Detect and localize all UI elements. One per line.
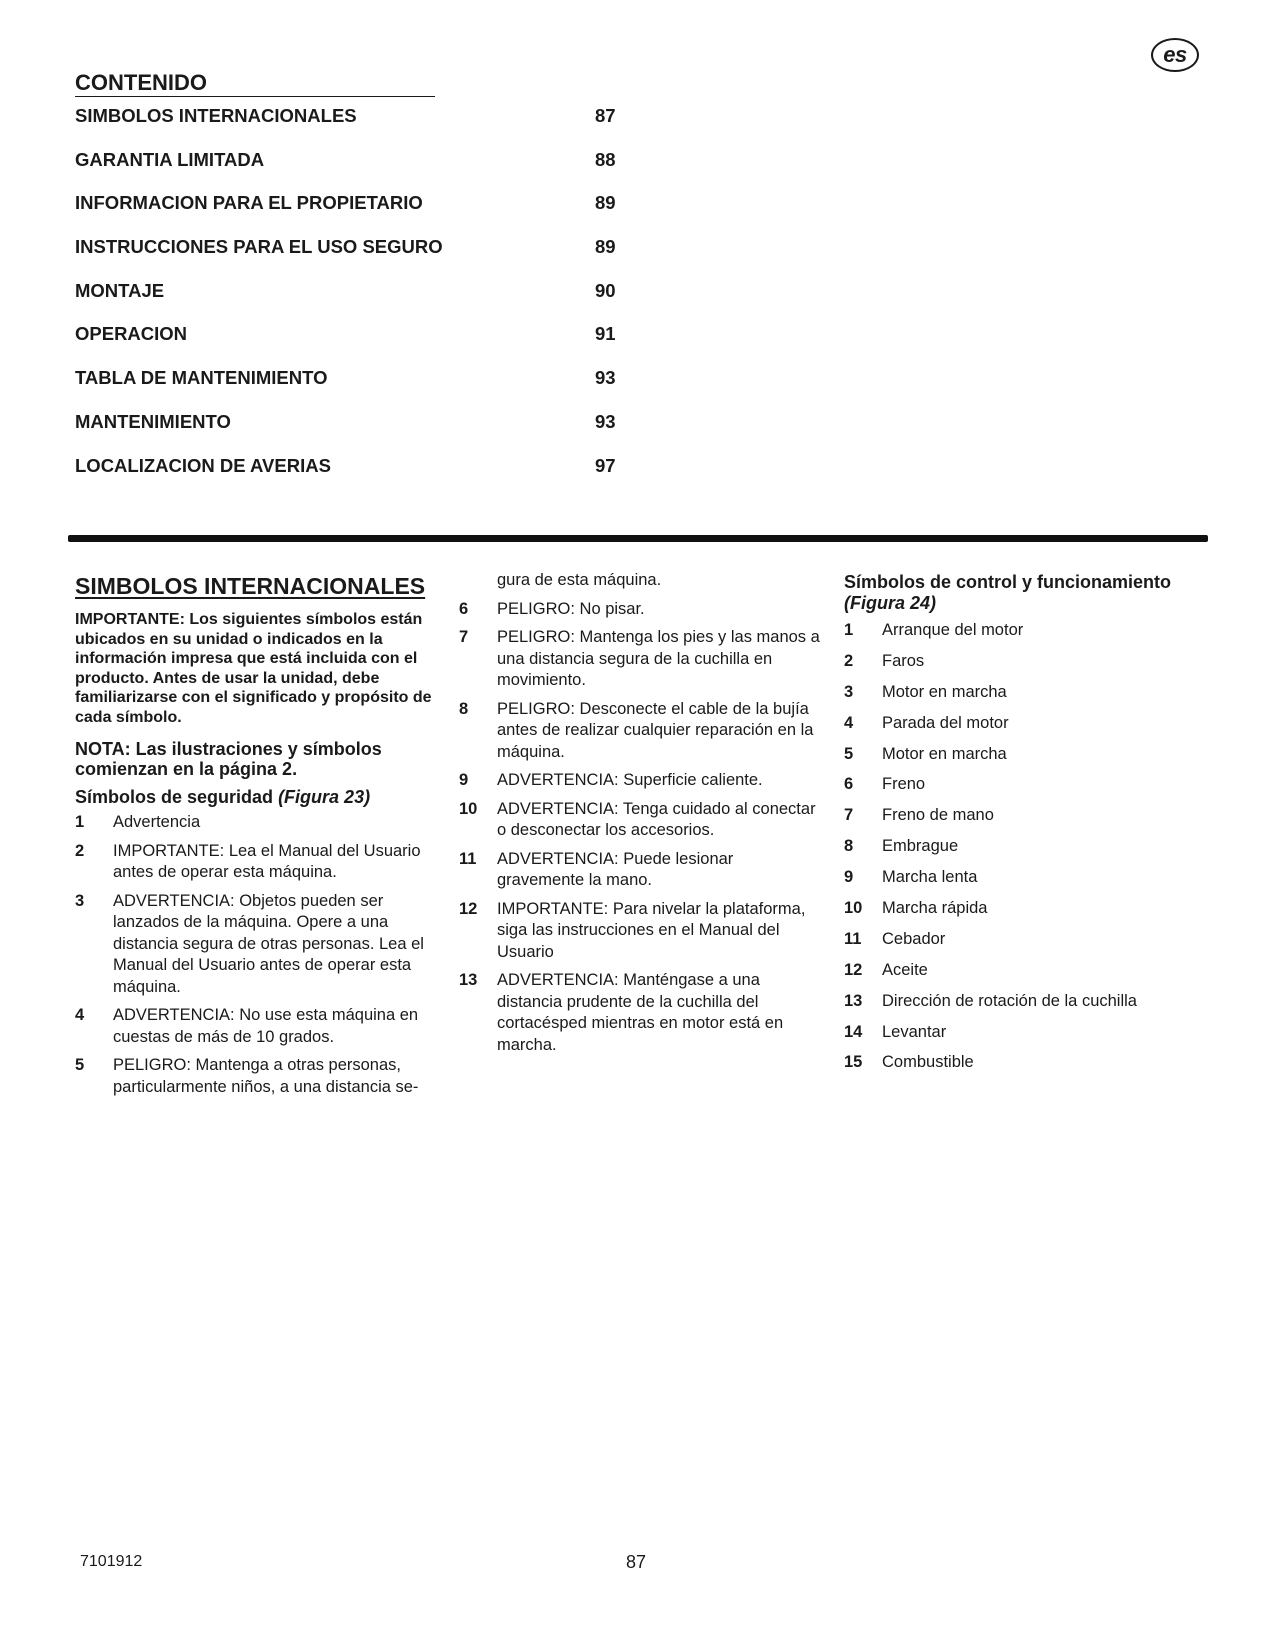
item-number: 9 <box>459 771 469 789</box>
item-text: Motor en marcha <box>882 744 1007 763</box>
toc-label: INSTRUCCIONES PARA EL USO SEGURO <box>75 236 443 258</box>
list-item <box>844 774 1224 796</box>
item-text: Faros <box>882 651 925 670</box>
item-number: 12 <box>459 899 478 918</box>
toc-label: INFORMACION PARA EL PROPIETARIO <box>75 192 423 214</box>
column-3 <box>844 572 1224 1083</box>
toc-label: GARANTIA LIMITADA <box>75 148 265 170</box>
toc-row <box>75 322 635 366</box>
item-text: ADVERTENCIA: Manténgase a una distancia prudente de la cuchilla del cortacésped mientras en motor está en marcha. <box>497 971 784 1054</box>
list-item <box>459 627 824 692</box>
list-item <box>844 744 1224 766</box>
item-number: 6 <box>459 599 469 618</box>
item-number: 6 <box>844 775 854 794</box>
important-notice: IMPORTANTE: Los siguientes símbolos están ubicados en su unidad o indicados en la información impresa que está incluida con el producto. Antes de usar la unidad, debe familiarizarse con el significado y propósito de cada símbolo. <box>75 611 432 726</box>
list-item <box>844 1022 1224 1044</box>
item-number: 14 <box>844 1022 863 1041</box>
item-text: PELIGRO: Mantenga los pies y las manos a una distancia segura de la cuchilla en movimiento. <box>497 628 820 689</box>
toc-page: 87 <box>595 105 616 126</box>
toc-row <box>75 191 635 235</box>
item-number: 9 <box>844 868 854 887</box>
toc-row <box>75 410 635 454</box>
safety-heading-text: Símbolos de seguridad <box>75 787 274 807</box>
safety-figure-ref: (Figura 23) <box>278 787 371 807</box>
item-number: 12 <box>844 960 863 979</box>
item-text: Arranque del motor <box>882 621 1024 639</box>
item-number: 2 <box>844 651 854 670</box>
list-item <box>459 699 824 764</box>
toc-row <box>75 366 635 410</box>
list-item <box>844 929 1224 951</box>
toc-page: 91 <box>595 323 616 345</box>
toc-label: SIMBOLOS INTERNACIONALES <box>75 105 357 126</box>
safety-item-continued: gura de esta máquina. <box>497 571 662 589</box>
list-item <box>844 651 1224 673</box>
item-number: 5 <box>844 744 854 763</box>
list-item <box>844 1052 1224 1074</box>
item-text: ADVERTENCIA: Superficie caliente. <box>497 771 763 789</box>
item-text: Parada del motor <box>882 713 1009 732</box>
toc-page: 90 <box>595 279 616 301</box>
item-text: Advertencia <box>113 813 201 831</box>
page-number: 87 <box>626 1552 647 1572</box>
list-item <box>459 799 824 842</box>
list-item <box>844 836 1224 858</box>
section-divider <box>68 535 1208 542</box>
toc-page: 88 <box>595 148 616 170</box>
toc-label: OPERACION <box>75 323 188 345</box>
control-figure-ref: (Figura 24) <box>844 593 937 613</box>
item-text: ADVERTENCIA: Objetos pueden ser lanzados de la máquina. Opere a una distancia segura de otras personas. Lea el Manual del Usuario antes de operar esta máquina. <box>113 891 424 996</box>
item-text: Cebador <box>882 929 946 948</box>
item-text: Motor en marcha <box>882 682 1007 701</box>
language-badge: es <box>1151 38 1199 72</box>
toc-page: 93 <box>595 410 616 432</box>
list-item <box>75 891 435 999</box>
column-1 <box>75 572 435 1105</box>
column-2 <box>459 570 824 1063</box>
toc-title: CONTENIDO <box>75 70 435 97</box>
toc-row <box>75 454 635 498</box>
safety-list-continued <box>459 599 824 1057</box>
item-number: 8 <box>459 699 469 718</box>
item-number: 8 <box>844 837 854 856</box>
toc-page: 89 <box>595 236 616 258</box>
toc-row <box>75 235 635 279</box>
list-item <box>75 841 435 884</box>
item-text: ADVERTENCIA: Puede lesionar gravemente la mano. <box>497 849 734 889</box>
item-text: PELIGRO: Desconecte el cable de la bujía antes de realizar cualquier reparación en la máquina. <box>497 699 814 761</box>
item-number: 13 <box>459 971 478 989</box>
item-number: 3 <box>75 891 85 910</box>
item-number: 3 <box>844 682 854 701</box>
item-number: 5 <box>75 1056 85 1074</box>
item-text: Freno de mano <box>882 806 994 825</box>
item-text: ADVERTENCIA: Tenga cuidado al conectar o desconectar los accesorios. <box>497 799 816 839</box>
list-item <box>844 898 1224 920</box>
item-number: 7 <box>459 628 469 646</box>
item-text: Embrague <box>882 837 959 856</box>
item-text: IMPORTANTE: Lea el Manual del Usuario antes de operar esta máquina. <box>113 841 421 881</box>
item-number: 2 <box>75 841 85 860</box>
item-text: Combustible <box>882 1053 974 1072</box>
safety-list <box>75 812 435 1098</box>
item-number: 10 <box>844 899 863 918</box>
item-number: 4 <box>75 1006 85 1024</box>
item-number: 4 <box>844 713 854 732</box>
item-text: PELIGRO: No pisar. <box>497 599 645 618</box>
toc-label: LOCALIZACION DE AVERIAS <box>75 454 331 476</box>
control-symbols-heading <box>844 572 1224 614</box>
item-text: Marcha rápida <box>882 899 988 918</box>
item-text: Freno <box>882 775 926 794</box>
list-item <box>459 599 824 621</box>
list-item <box>844 620 1224 642</box>
list-item <box>844 713 1224 735</box>
list-item <box>459 899 824 964</box>
item-number: 15 <box>844 1053 863 1072</box>
toc-page: 89 <box>595 192 616 214</box>
item-text: Aceite <box>882 960 928 979</box>
item-number: 10 <box>459 799 478 818</box>
section-title: SIMBOLOS INTERNACIONALES <box>75 573 426 599</box>
list-item <box>75 812 435 834</box>
item-text: Levantar <box>882 1022 947 1041</box>
item-text: ADVERTENCIA: No use esta máquina en cuestas de más de 10 grados. <box>113 1006 419 1046</box>
list-item <box>459 849 824 892</box>
list-item <box>459 770 824 792</box>
toc-label: MANTENIMIENTO <box>75 410 231 432</box>
list-item <box>844 682 1224 704</box>
toc-page: 97 <box>595 454 616 476</box>
list-item <box>844 867 1224 889</box>
table-of-contents <box>75 104 635 497</box>
item-number: 13 <box>844 991 863 1010</box>
item-text: Marcha lenta <box>882 868 978 887</box>
list-item <box>75 1055 435 1098</box>
item-text: PELIGRO: Mantenga a otras personas, particularmente niños, a una distancia se- <box>113 1056 419 1096</box>
list-item <box>844 805 1224 827</box>
toc-row <box>75 104 635 148</box>
toc-row <box>75 148 635 192</box>
toc-row <box>75 279 635 323</box>
document-number: 7101912 <box>80 1553 143 1570</box>
item-number: 7 <box>844 806 854 825</box>
item-text: Dirección de rotación de la cuchilla <box>882 991 1137 1010</box>
control-list <box>844 620 1224 1074</box>
toc-label: TABLA DE MANTENIMIENTO <box>75 367 328 389</box>
item-number: 1 <box>844 621 854 639</box>
item-number: 11 <box>459 849 477 868</box>
toc-label: MONTAJE <box>75 279 165 301</box>
list-item <box>75 1005 435 1048</box>
item-text: IMPORTANTE: Para nivelar la plataforma, siga las instrucciones en el Manual del Usuario <box>497 899 806 961</box>
safety-symbols-heading <box>75 787 435 808</box>
toc-page: 93 <box>595 367 616 389</box>
item-number: 1 <box>75 813 85 831</box>
control-heading-text: Símbolos de control y funcionamiento <box>844 572 1172 592</box>
list-item <box>844 960 1224 982</box>
list-item <box>459 970 824 1056</box>
list-item <box>844 991 1224 1013</box>
nota-notice: NOTA: Las ilustraciones y símbolos comienzan en la página 2. <box>75 739 382 779</box>
item-number: 11 <box>844 929 862 948</box>
